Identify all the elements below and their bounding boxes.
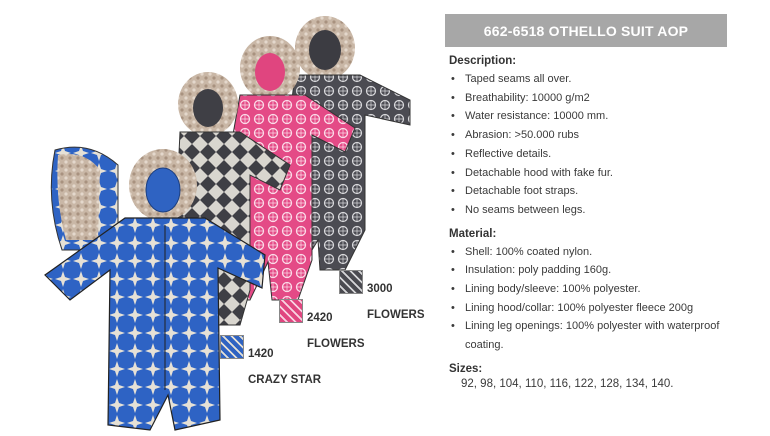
description-item: • Taped seams all over. (451, 70, 727, 89)
colorway-3000-label (367, 270, 425, 322)
colorway-3000-code: 3000 (367, 283, 393, 295)
product-title: 662-6518 OTHELLO SUIT AOP (445, 14, 727, 47)
colorway-3000-name: FLOWERS (367, 309, 425, 321)
swatch-3000 (339, 270, 363, 294)
description-list (445, 70, 727, 220)
material-item: • Lining leg openings: 100% polyester with waterproof coating. (451, 317, 727, 354)
sizes-values: 92, 98, 104, 110, 116, 122, 128, 134, 140. (461, 377, 674, 390)
colorway-2420-code: 2420 (307, 312, 333, 324)
colorway-2420-name: FLOWERS (307, 338, 365, 350)
swatch-2420 (279, 299, 303, 323)
spec-panel (445, 14, 727, 390)
material-list (445, 243, 727, 355)
material-item: • Lining hood/collar: 100% polyester fleece 200g (451, 299, 727, 318)
description-item: • Breathability: 10000 g/m2 (451, 89, 727, 108)
material-item: • Lining body/sleeve: 100% polyester. (451, 280, 727, 299)
material-item: • Shell: 100% coated nylon. (451, 243, 727, 262)
material-heading: Material: (449, 227, 497, 240)
description-heading: Description: (449, 55, 517, 67)
description-item: • No seams between legs. (451, 201, 727, 220)
description-item: • Abrasion: >50.000 rubs (451, 126, 727, 145)
swatch-1420 (220, 335, 244, 359)
colorway-1420-name: CRAZY STAR (248, 374, 322, 386)
description-item: • Water resistance: 10000 mm. (451, 107, 727, 126)
description-item: • Detachable foot straps. (451, 182, 727, 201)
sizes-heading: Sizes: (449, 362, 483, 375)
colorway-1420-label (248, 335, 321, 387)
material-item: • Insulation: poly padding 160g. (451, 261, 727, 280)
description-item: • Detachable hood with fake fur. (451, 164, 727, 183)
colorway-1420-code: 1420 (248, 348, 274, 360)
description-item: • Reflective details. (451, 145, 727, 164)
